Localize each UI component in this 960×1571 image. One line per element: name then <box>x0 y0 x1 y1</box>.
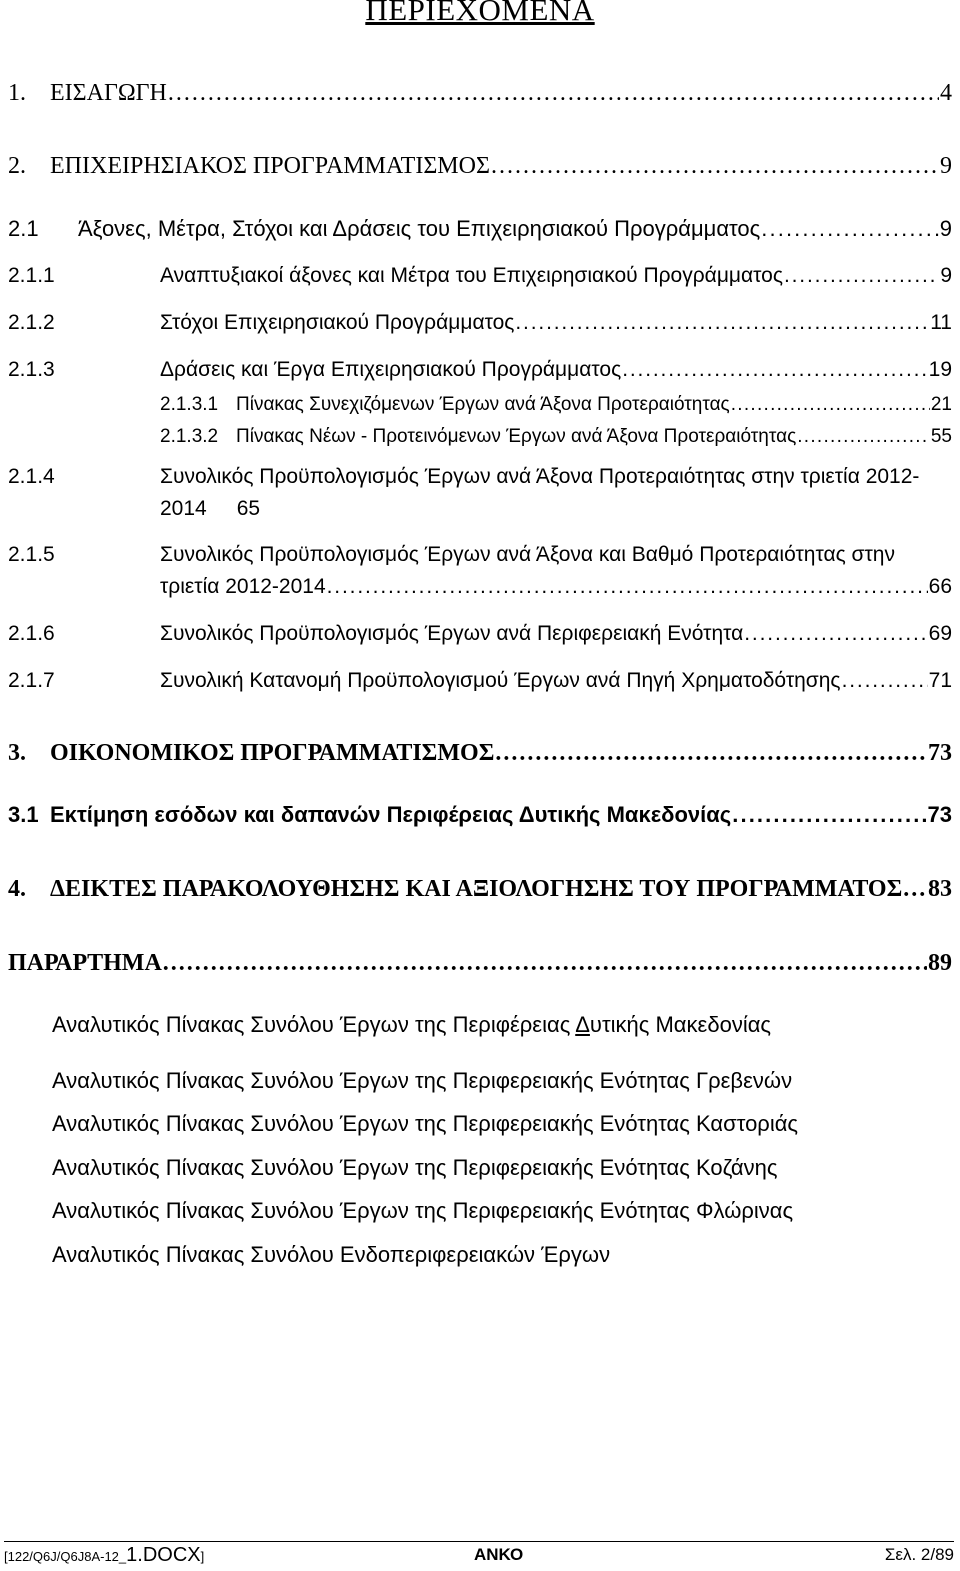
toc-text: Συνολικός Προϋπολογισμός Έργων ανά Άξονα και Βαθμό Προτεραιότητας στην <box>160 543 895 566</box>
appendix-item-kastoria[interactable]: Αναλυτικός Πίνακας Συνόλου Έργων της Περιφερειακής Ενότητας Καστοριάς <box>52 1111 799 1136</box>
toc-entry-2-1-3-2[interactable] <box>160 426 952 448</box>
appendix-item-kozani[interactable]: Αναλυτικός Πίνακας Συνόλου Έργων της Περιφερειακής Ενότητας Κοζάνης <box>52 1155 778 1180</box>
toc-entry-1[interactable] <box>8 80 952 107</box>
toc-leader-dots <box>731 394 930 416</box>
appendix-item-grevena[interactable]: Αναλυτικός Πίνακας Συνόλου Έργων της Περιφερειακής Ενότητας Γρεβενών <box>52 1068 793 1093</box>
appendix-item-text-rest: υτικής Μακεδονίας <box>589 1012 772 1037</box>
toc-leader-dots <box>491 153 939 180</box>
toc-number: 2.1.1 <box>8 264 55 287</box>
toc-leader-dots <box>168 80 939 107</box>
toc-leader-dots <box>784 264 939 288</box>
toc-page: 69 <box>928 622 952 645</box>
toc-text: Στόχοι Επιχειρησιακού Προγράμματος <box>160 311 515 334</box>
toc-leader-dots <box>732 802 926 828</box>
toc-entry-2-1-7[interactable] <box>8 669 952 693</box>
toc-leader-dots <box>327 575 928 599</box>
page-footer <box>4 1541 954 1568</box>
footer-doc-code: [122/Q6J/Q6J8A-12_ <box>4 1548 127 1564</box>
toc-page: 55 <box>930 426 952 447</box>
toc-number: 3.1 <box>8 802 39 827</box>
toc-page: 71 <box>928 669 952 692</box>
toc-text: Αναπτυξιακοί άξονες και Μέτρα του Επιχειρησιακού Προγράμματος <box>160 264 783 287</box>
toc-page: 4 <box>940 80 952 106</box>
toc-number: 4. <box>8 876 26 902</box>
toc-number: 2.1.3 <box>8 358 55 381</box>
toc-page: 21 <box>930 394 952 415</box>
footer-center-label: ΑΝΚΟ <box>474 1545 524 1564</box>
toc-page: 83 <box>928 876 952 902</box>
toc-leader-dots <box>515 311 929 335</box>
toc-page: 73 <box>928 740 952 766</box>
toc-text: ΕΠΙΧΕΙΡΗΣΙΑΚΟΣ ΠΡΟΓΡΑΜΜΑΤΙΣΜΟΣ <box>50 153 490 179</box>
toc-text: Συνολικός Προϋπολογισμός Έργων ανά Περιφερειακή Ενότητα <box>160 622 744 645</box>
toc-number: 1. <box>8 80 26 106</box>
footer-doc-id <box>4 1544 384 1567</box>
toc-text-continued: 2014 <box>160 497 207 520</box>
toc-entry-2-1-5[interactable] <box>8 543 952 599</box>
toc-leader-dots <box>622 358 927 382</box>
toc-page: 9 <box>940 264 952 287</box>
toc-text: Άξονες, Μέτρα, Στόχοι και Δράσεις του Επιχειρησιακού Προγράμματος <box>78 216 761 241</box>
toc-text: Εκτίμηση εσόδων και δαπανών Περιφέρειας Δυτικής Μακεδονίας <box>50 802 732 827</box>
toc-leader-dots <box>842 669 928 693</box>
toc-entry-2-1-2[interactable] <box>8 311 952 335</box>
toc-leader-dots <box>163 950 927 977</box>
toc-text: ΕΙΣΑΓΩΓΗ <box>50 80 167 106</box>
toc-number: 2.1.7 <box>8 669 55 692</box>
toc-text: ΠΑΡΑΡΤΗΜΑ <box>8 950 162 976</box>
toc-page: 65 <box>236 497 261 520</box>
toc-number: 2.1 <box>8 216 39 241</box>
toc-text: Πίνακας Νέων - Προτεινόμενων Έργων ανά Άξονα Προτεραιότητας <box>236 426 797 447</box>
footer-page-number: Σελ. 2/89 <box>884 1545 954 1564</box>
toc-entry-2-1-3-1[interactable] <box>160 394 952 416</box>
toc-text: ΟΙΚΟΝΟΜΙΚΟΣ ΠΡΟΓΡΑΜΜΑΤΙΣΜΟΣ <box>50 740 495 766</box>
toc-leader-dots <box>761 216 938 242</box>
toc-number: 3. <box>8 740 26 766</box>
appendix-item-regional-total[interactable] <box>52 1012 771 1038</box>
toc-entry-appendix[interactable] <box>8 950 952 977</box>
toc-text: Συνολικός Προϋπολογισμός Έργων ανά Άξονα Προτεραιότητας στην τριετία 2012- <box>160 465 920 488</box>
toc-page: 9 <box>939 216 952 241</box>
toc-number: 2.1.6 <box>8 622 55 645</box>
toc-entry-3-1[interactable] <box>8 802 952 828</box>
toc-page: 9 <box>940 153 952 179</box>
toc-entry-2-1-1[interactable] <box>8 264 952 288</box>
toc-number: 2.1.5 <box>8 543 55 566</box>
toc-number: 2. <box>8 153 26 179</box>
toc-leader-dots <box>797 426 930 448</box>
toc-text: Πίνακας Συνεχιζόμενων Έργων ανά Άξονα Προτεραιότητας <box>236 394 730 415</box>
toc-leader-dots <box>744 622 927 646</box>
toc-entry-2-1-6[interactable] <box>8 622 952 646</box>
toc-entry-3[interactable] <box>8 740 952 767</box>
toc-entry-2-1[interactable] <box>8 216 952 242</box>
appendix-item-text-underlined: Δ <box>575 1012 590 1037</box>
toc-text: Συνολική Κατανομή Προϋπολογισμού Έργων ανά Πηγή Χρηματοδότησης <box>160 669 841 692</box>
appendix-item-text: Αναλυτικός Πίνακας Συνόλου Έργων της Περιφέρειας <box>52 1012 576 1037</box>
toc-page: 11 <box>930 311 952 334</box>
toc-page: 66 <box>928 575 952 598</box>
toc-entry-4[interactable] <box>8 876 952 903</box>
page-title: ΠΕΡΙΕΧΟΜΕΝΑ <box>365 0 595 27</box>
toc-number: 2.1.3.1 <box>160 394 219 415</box>
toc-entry-2-1-4[interactable] <box>8 465 952 521</box>
toc-leader-dots <box>903 876 927 903</box>
toc-number: 2.1.3.2 <box>160 426 219 447</box>
toc-number: 2.1.2 <box>8 311 55 334</box>
toc-page: 89 <box>928 950 952 976</box>
toc-number: 2.1.4 <box>8 465 55 488</box>
toc-entry-2[interactable] <box>8 153 952 180</box>
appendix-item-florina[interactable]: Αναλυτικός Πίνακας Συνόλου Έργων της Περιφερειακής Ενότητας Φλώρινας <box>52 1198 794 1223</box>
appendix-item-intra-regional[interactable]: Αναλυτικός Πίνακας Συνόλου Ενδοπεριφερειακών Έργων <box>52 1242 611 1267</box>
toc-page: 73 <box>927 802 952 827</box>
toc-text: ΔΕΙΚΤΕΣ ΠΑΡΑΚΟΛΟΥΘΗΣΗΣ ΚΑΙ ΑΞΙΟΛΟΓΗΣΗΣ ΤΟΥ ΠΡΟΓΡΑΜΜΑΤΟΣ <box>50 876 903 902</box>
toc-text: Δράσεις και Έργα Επιχειρησιακού Προγράμματος <box>160 358 622 381</box>
footer-doc-bracket: ] <box>200 1548 205 1564</box>
toc-leader-dots <box>495 740 927 767</box>
toc-page: 19 <box>928 358 952 381</box>
toc-text-continued: τριετία 2012-2014 <box>160 575 326 598</box>
footer-doc-ext: 1.DOCX <box>126 1543 201 1566</box>
toc-entry-2-1-3[interactable] <box>8 358 952 382</box>
